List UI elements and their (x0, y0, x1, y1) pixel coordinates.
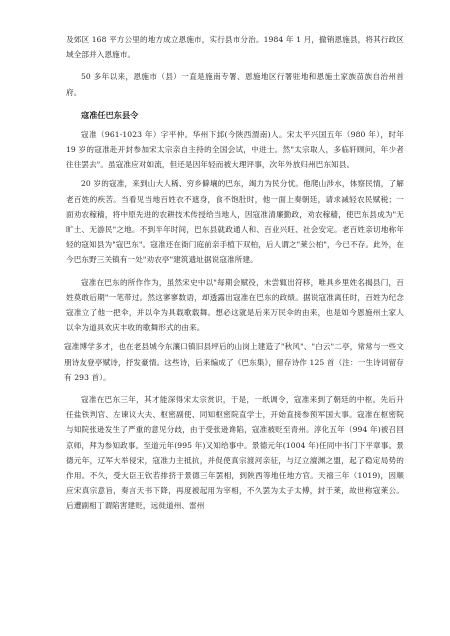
paragraph-umbrella-legacy: 寇准在巴东的所作作为，虽然宋史中以"每期会赋役，未尝辄出符移，唯具乡里姓名揭县门，百姓莫敢后期"一笔带过。然这寥寥数语，却透露出寇准在巴东的政绩。据说寇准离任时，百姓为纪念寇准立了他一把伞，并以伞为具载歌载舞。想必这就是后来万民伞的由来，也是如今恩施州土家人以伞为道具欢庆丰收的歌舞形式的由来。 (66, 277, 404, 333)
paragraph-career: 寇准在巴东三年，其才能深得宋太宗赏识，于是，一纸调令，寇准来到了朝廷的中枢。先后升任盐铁判官、左谏议大夫、枢密副使、同知枢密院直学士，开始直接参预军国大事。寇准在枢密院与知院张逊发生了严重的意见分歧，由于受张逊谗陷，寇准被贬至青州。淳化五年（994 年)被召回京师，拜为参知政事。至道元年(995 年)又知给事中。景德元年(1004 年)任同中书门下平章事。景德元年，辽军大举侵宋，寇准力主抵抗，并促使真宗渡河亲征，与辽立澶渊之盟，起了稳定局势的作用。不久，受大臣王钦若排挤于景德三年罢相，到陕西等地任地方官。天禧三年（1019)，因顺应宋真宗意旨，奏言天书下降，再度被起用为宰相，不久罢为太子太傅，封于莱，故世称寇莱公。后遭副相丁谓陷害建贬，远徙道州、雷州 (66, 395, 404, 511)
paragraph-badong-governance: 20 岁的寇准，来到山大人稀、穷乡僻壤的巴东，竭力为民分忧。他爬山涉水，体察民情，了解老百姓的疾苦。当看见当地百姓衣不遮身，食不饱肚时，他一面上奏朝廷，请求减轻农民赋税；一面劝农稼穑，将中原先进的农耕技术传授给当地人，因寇准清廉勤政，劝农稼穑，使巴东县成为"无旷土、无游民"之地。不到半年时间，巴东县就政通人和、百业兴旺、社会安定。老百姓亲切地称年轻的寇知县为"寇巴东"。寇准还在衙门庭前亲手植下双柏，后人谓之"莱公柏"，今已不存。此外，在今巴东野三关镇有一处"劝农亭"建筑遗址据说寇准所建。 (66, 179, 404, 265)
paragraph-kou-zhun-bio: 寇准（961-1023 年）字平仲。华州下邽(今陕西渭南)人。宋太平兴国五年（980 年），时年 19 岁的寇准赴开封参加宋太宗亲自主持的全国会试，中进士。然"太宗取人，多临轩顾问，年少者往往罢去"。虽寇准应对如流，但还是因年轻而被大理评事，次年外放归州巴东知县。 (66, 129, 404, 170)
section-heading: 寇准任巴东县令 (81, 109, 139, 120)
paragraph-continuation: 及郊区 168 平方公里的地方成立恩施市，实行县市分治。1984 年 1 月，撤销恩施县，将其行政区域全部并入恩施市。 (66, 35, 404, 60)
paragraph-poetry: 寇准博学多才，也在老县城今东瀼口镇旧县坪后的山岗上建造了"秋风"、"白云"二亭，常常与一些文朋诗友登亭赋诗，抒发豪情。这些诗，后来编成了《巴东集》，留存诗作 125 首（注：一生诗词留存有 293 首）。 (64, 342, 404, 382)
paragraph-capital-history: 50 多年以来，恩施市（县）一直是施南专署、恩施地区行署驻地和恩施土家族苗族自治州首府。 (66, 72, 404, 97)
